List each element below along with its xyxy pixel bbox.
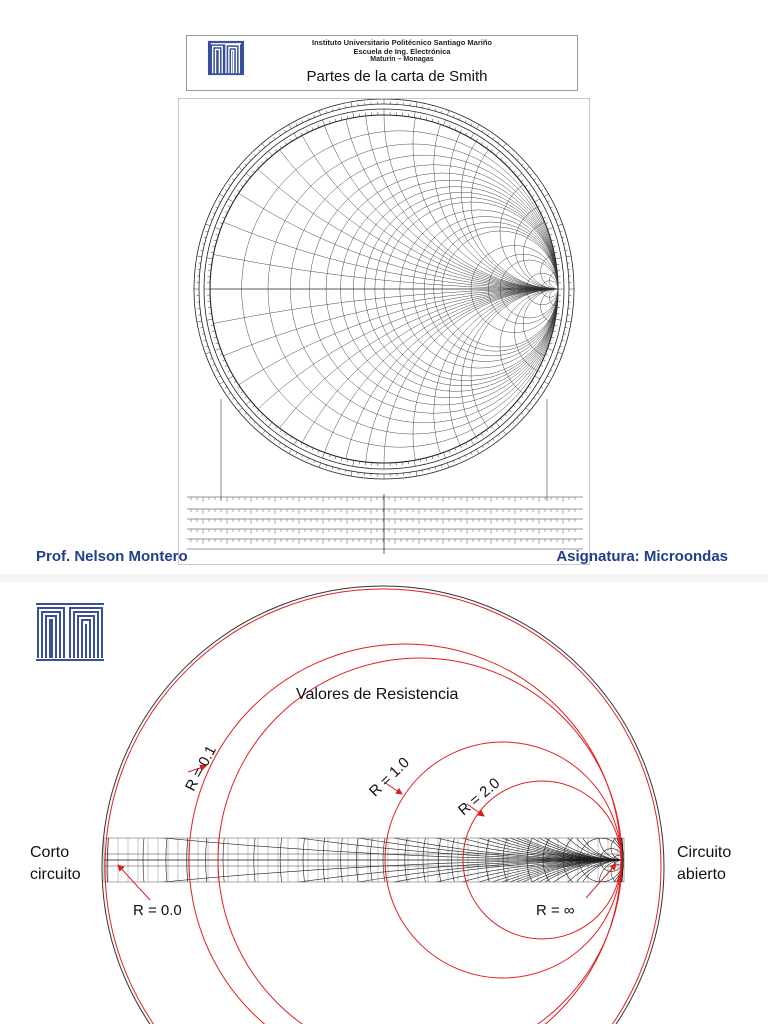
resistance-values-title: Valores de Resistencia bbox=[296, 686, 459, 703]
institution-logo-large bbox=[34, 602, 106, 662]
smith-chart-image bbox=[178, 98, 590, 565]
location: Maturín – Monagas bbox=[370, 56, 434, 63]
open-circuit-label bbox=[677, 842, 731, 886]
school-name: Escuela de Ing. Electrónica bbox=[353, 47, 451, 56]
smith-chart-full bbox=[179, 99, 589, 564]
r-0-0-label: R = 0.0 bbox=[133, 902, 182, 919]
professor-name: Prof. Nelson Montero bbox=[36, 548, 188, 565]
institution-logo bbox=[207, 39, 245, 77]
r-2-0-label: R = 2.0 bbox=[455, 774, 504, 820]
slide-divider bbox=[0, 574, 768, 582]
open-circuit-text: Circuito abierto bbox=[677, 844, 732, 883]
institution-name: Instituto Universitario Politécnico Santiago Mariño bbox=[311, 38, 493, 47]
r-infinity-label: R = ∞ bbox=[536, 902, 575, 919]
smith-chart-detail bbox=[0, 582, 768, 1024]
r-1-0-label: R = 1.0 bbox=[366, 754, 413, 801]
short-circuit-text: Corto circuito bbox=[30, 844, 81, 883]
r-0-1-label: R = 0.1 bbox=[182, 742, 220, 794]
slide-title: Partes de la carta de Smith bbox=[306, 68, 488, 85]
short-circuit-label bbox=[30, 842, 81, 886]
course-name: Asignatura: Microondas bbox=[556, 548, 728, 565]
header-box bbox=[186, 35, 578, 91]
